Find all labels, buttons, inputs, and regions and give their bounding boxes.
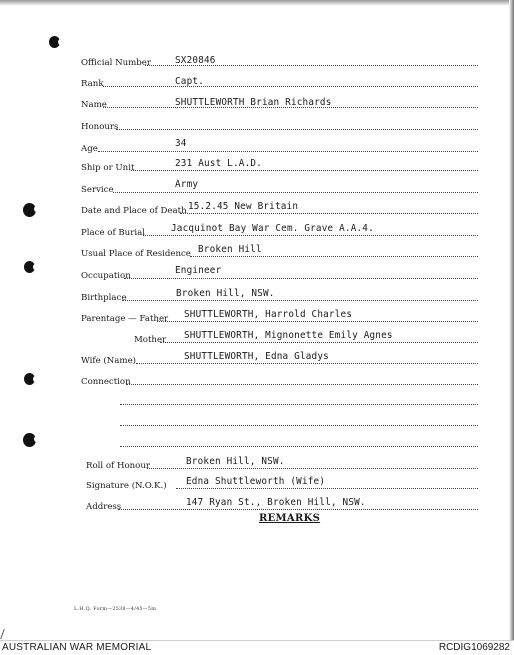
field-label: Occupation bbox=[81, 271, 131, 281]
field-value: Capt. bbox=[175, 76, 204, 87]
footer-source: AUSTRALIAN WAR MEMORIAL bbox=[2, 642, 152, 653]
dotted-line bbox=[113, 192, 478, 193]
dotted-line bbox=[120, 446, 478, 447]
dotted-line bbox=[122, 300, 478, 301]
field-connection bbox=[0, 373, 514, 387]
field-name bbox=[0, 96, 514, 110]
field-date-place-of-death bbox=[0, 202, 514, 216]
field-roll-of-honour bbox=[0, 457, 514, 471]
dotted-line bbox=[103, 86, 478, 87]
dotted-line bbox=[120, 404, 478, 405]
field-label: Signature (N.O.K.) bbox=[86, 481, 167, 491]
scan-mark bbox=[0, 629, 11, 639]
field-label: Name bbox=[81, 100, 107, 110]
field-value: Broken Hill, NSW. bbox=[176, 288, 275, 299]
field-value: 15.2.45 New Britain bbox=[188, 201, 299, 212]
scan-edge-top bbox=[0, 0, 514, 6]
field-label: Mother bbox=[134, 335, 167, 345]
field-value: Jacquinot Bay War Cem. Grave A.A.4. bbox=[171, 223, 374, 234]
footer-bar bbox=[0, 640, 514, 655]
field-label: Roll of Honour bbox=[86, 461, 150, 471]
dotted-line bbox=[176, 488, 478, 489]
field-value: Broken Hill bbox=[198, 244, 262, 255]
field-rank bbox=[0, 75, 514, 89]
field-birthplace bbox=[0, 289, 514, 303]
field-label: Ship or Unit bbox=[81, 163, 135, 173]
dotted-line bbox=[116, 129, 478, 130]
field-label: Date and Place of Death bbox=[81, 206, 187, 216]
field-value: Army bbox=[175, 179, 199, 190]
field-father bbox=[0, 310, 514, 324]
field-label: Birthplace bbox=[81, 293, 127, 303]
field-ship-or-unit bbox=[0, 159, 514, 173]
dotted-line bbox=[131, 170, 478, 171]
field-label: Honours bbox=[81, 122, 119, 132]
field-label: Official Number bbox=[81, 58, 151, 68]
dotted-line bbox=[190, 256, 478, 257]
field-value: Edna Shuttleworth (Wife) bbox=[186, 476, 326, 487]
field-label: Service bbox=[81, 185, 114, 195]
field-label: Parentage — Father bbox=[81, 314, 169, 324]
field-official-number bbox=[0, 54, 514, 68]
field-honours bbox=[0, 118, 514, 132]
field-label: Usual Place of Residence bbox=[81, 249, 191, 259]
dotted-line bbox=[118, 509, 478, 510]
dotted-line bbox=[160, 342, 478, 343]
remarks-heading: REMARKS bbox=[259, 513, 321, 524]
field-service bbox=[0, 181, 514, 195]
field-label: Age bbox=[81, 144, 98, 154]
field-value: 147 Ryan St., Broken Hill, NSW. bbox=[186, 497, 366, 508]
blank-line bbox=[0, 435, 514, 449]
field-occupation bbox=[0, 267, 514, 281]
dotted-line bbox=[147, 468, 478, 469]
field-value: 34 bbox=[175, 138, 187, 149]
blank-line bbox=[0, 393, 514, 407]
field-label: Wife (Name) bbox=[81, 356, 137, 366]
dotted-line bbox=[120, 425, 478, 426]
field-place-of-burial bbox=[0, 224, 514, 238]
field-value: SHUTTLEWORTH Brian Richards bbox=[175, 97, 332, 108]
field-value: SHUTTLEWORTH, Mignonette Emily Agnes bbox=[184, 330, 393, 341]
punch-hole-icon bbox=[49, 36, 60, 48]
dotted-line bbox=[180, 213, 478, 214]
field-value: SHUTTLEWORTH, Edna Gladys bbox=[184, 351, 329, 362]
dotted-line bbox=[98, 151, 478, 152]
field-address bbox=[0, 498, 514, 512]
field-label: Place of Burial bbox=[81, 228, 145, 238]
field-value: Broken Hill, NSW. bbox=[186, 456, 285, 467]
dotted-line bbox=[157, 321, 478, 322]
field-mother bbox=[0, 331, 514, 345]
field-age bbox=[0, 140, 514, 154]
field-value: SHUTTLEWORTH, Harrold Charles bbox=[184, 309, 353, 320]
field-value: Engineer bbox=[175, 265, 222, 276]
field-signature bbox=[0, 477, 514, 491]
field-usual-residence bbox=[0, 245, 514, 259]
field-value: SX20846 bbox=[175, 55, 216, 66]
field-wife bbox=[0, 352, 514, 366]
field-label: Address bbox=[86, 502, 122, 512]
field-value: 231 Aust L.A.D. bbox=[175, 158, 262, 169]
field-label: Rank bbox=[81, 79, 104, 89]
footer-record-id: RCDIG1069282 bbox=[438, 642, 510, 653]
dotted-line bbox=[124, 278, 478, 279]
blank-line bbox=[0, 414, 514, 428]
field-label: Connection bbox=[81, 377, 131, 387]
dotted-line bbox=[136, 363, 478, 364]
dotted-line bbox=[143, 235, 478, 236]
form-number: L.H.Q. Form—2538—4/45—5m. bbox=[74, 607, 158, 612]
dotted-line bbox=[126, 384, 478, 385]
